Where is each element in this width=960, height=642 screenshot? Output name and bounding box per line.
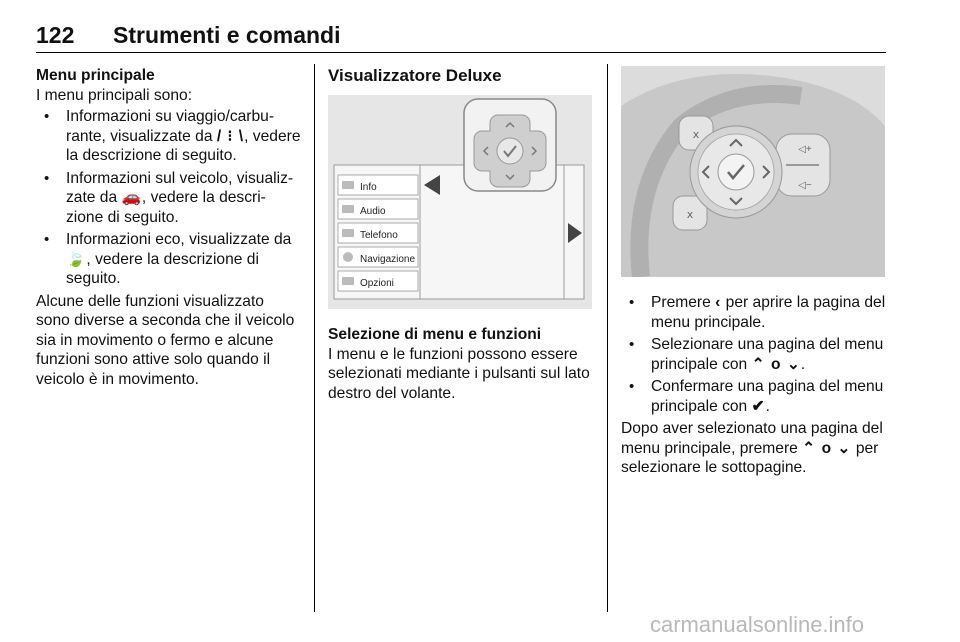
- list-item: • Selezionare una pagina del menu principale con ⌃ o ⌄.: [621, 335, 886, 374]
- mute-icon: ⅹ: [686, 209, 694, 221]
- intro-text: I menu principali sono:: [36, 86, 193, 104]
- list-item: • Informazioni sul veicolo, visualiz-zate da 🚗, vedere la descri-zione di seguito.: [36, 169, 301, 228]
- column-divider-1: [314, 64, 315, 612]
- menu-row-opzioni: [338, 271, 418, 291]
- figure-title: Visualizzatore Deluxe: [328, 66, 502, 85]
- list-item: • Informazioni su viaggio/carbu-rante, visualizzate da / ⁝ \, vedere la descrizione di seguito.: [36, 107, 301, 166]
- menu-row-telefono: [338, 223, 418, 243]
- menu-row-audio: [338, 199, 418, 219]
- voice-icon: ⅹ: [692, 129, 700, 141]
- page-header-title: Strumenti e comandi: [113, 22, 341, 48]
- column-divider-2: [607, 64, 608, 612]
- column-3-text: [621, 291, 886, 478]
- steering-dpad-icon: [690, 126, 782, 218]
- volume-down-icon: ◁−: [798, 180, 812, 191]
- eco-leaf-icon: 🍃: [66, 250, 87, 268]
- svg-text:Telefono: Telefono: [360, 230, 398, 241]
- body-paragraph: Alcune delle funzioni visualizzato sono diverse a seconda che il veicolo sia in movimento o fermo e alcune funzioni sono attive solo quando il veicolo è in movimento.: [36, 292, 295, 388]
- body-paragraph: Dopo aver selezionato una pagina del menu principale, premere ⌃ o ⌄ per selezionare le sottopagine.: [621, 420, 883, 476]
- watermark: carmanualsonline.info: [650, 612, 865, 637]
- column-2-text: [328, 325, 593, 403]
- display-illustration: [328, 95, 592, 309]
- list-item: • Premere ‹ per aprire la pagina del menu principale.: [621, 293, 886, 332]
- svg-text:Navigazione: Navigazione: [360, 254, 416, 265]
- header-rule: [36, 52, 886, 53]
- steering-instructions-list: [621, 293, 886, 416]
- car-icon: 🚗: [121, 189, 142, 206]
- list-item: • Informazioni eco, visualizzate da 🍃, vedere la descrizione di seguito.: [36, 230, 301, 289]
- page-number: 122: [36, 22, 75, 48]
- trip-fuel-icon: / ⁝ \: [216, 127, 245, 145]
- column-1: [36, 66, 301, 389]
- svg-text:Audio: Audio: [360, 206, 386, 217]
- chevron-up-down-icon: ⌃ o ⌄: [802, 439, 852, 457]
- volume-up-icon: ◁+: [798, 144, 812, 155]
- chevron-up-down-icon: ⌃ o ⌄: [751, 355, 801, 373]
- section-heading-menu-selection: Selezione di menu e funzioni: [328, 326, 542, 343]
- section-heading-main-menu: Menu principale: [36, 67, 155, 84]
- menu-row-info: [338, 175, 418, 195]
- chevron-left-icon: ‹: [715, 294, 722, 311]
- checkmark-icon: ✔: [751, 397, 766, 415]
- svg-text:Opzioni: Opzioni: [360, 278, 394, 289]
- steering-wheel-illustration: [621, 66, 885, 277]
- body-paragraph: I menu e le funzioni possono essere selezionati mediante i pulsanti sul lato destro del volante.: [328, 345, 590, 402]
- list-item: • Confermare una pagina del menu principale con ✔.: [621, 377, 886, 416]
- menu-row-navigazione: [338, 247, 418, 267]
- main-menu-list: [36, 107, 301, 289]
- svg-text:Info: Info: [360, 182, 377, 193]
